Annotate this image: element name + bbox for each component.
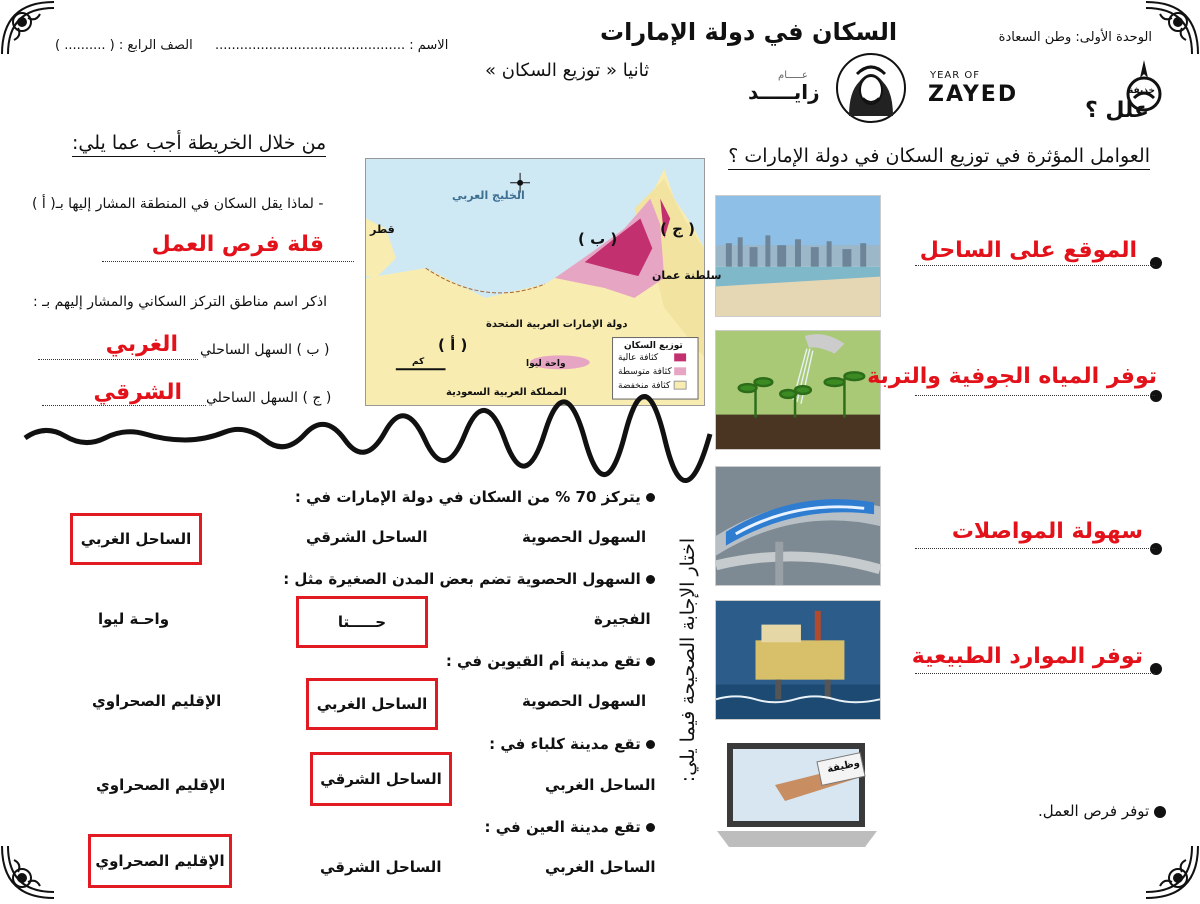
map-b-answer: الغربي (105, 332, 178, 357)
mcq-5-option-1[interactable]: الساحل الغربي (545, 858, 656, 876)
mcq-question-1-text: يتركز 70 % من السكان في دولة الإمارات في : (294, 488, 641, 506)
mcq-4-option-3[interactable]: الإقليم الصحراوي (96, 776, 226, 794)
oil-platform-photo (715, 600, 881, 720)
map-legend-high: كثافة عالية (618, 353, 659, 363)
mcq-4-option-2[interactable]: الساحل الشرقي (310, 752, 452, 806)
map-label-liwa: واحة ليوا (526, 359, 566, 369)
mcq-question-5 (485, 818, 655, 836)
map-label-uae: دولة الإمارات العربية المتحدة (486, 319, 628, 330)
page-title: السكان في دولة الإمارات (600, 18, 898, 46)
school-logo-icon (1118, 58, 1170, 118)
factor-answer-5: توفر فرص العمل. (1037, 802, 1150, 820)
mcq-5-option-2[interactable]: الساحل الشرقي (320, 858, 442, 876)
map-q1: - لماذا يقل السكان في المنطقة المشار إليها بـ( أ ) (32, 196, 324, 212)
mcq-question-2 (283, 570, 655, 588)
mcq-1-option-3[interactable]: الساحل الغربي (70, 513, 202, 565)
zayed-ar-label: زايـــــد (748, 80, 820, 104)
map-label-oman: سلطنة عمان (652, 269, 722, 282)
factor-answer-4: توفر الموارد الطبيعية (911, 644, 1143, 669)
map-label-gulf: الخليج العربي (452, 189, 525, 202)
coast-photo (715, 195, 881, 317)
map-c-answer-line (42, 380, 206, 406)
map-label-qatar: قطر (370, 223, 395, 236)
mcq-question-4-text: تقع مدينة كلباء في : (489, 735, 641, 753)
map-b-line: ( ب ) السهل الساحلي (200, 342, 330, 358)
map-c-answer: الشرقي (93, 380, 182, 405)
mcq-2-option-2[interactable]: حـــــتا (296, 596, 428, 648)
year-of-label: YEAR OF (930, 70, 981, 81)
map-c-line: ( ج ) السهل الساحلي (206, 390, 332, 406)
job-card-text: وظيفة (826, 757, 861, 776)
grade-field: الصف الرابع : ( .......... ) (55, 38, 193, 53)
mcq-2-option-1[interactable]: الفجيرة (594, 610, 651, 628)
map-label-scale: كم (412, 357, 425, 367)
mcq-1-option-1[interactable]: السهول الحصوية (522, 528, 647, 546)
map-q2: اذكر اسم مناطق التركز السكاني والمشار إليهم بـ : (33, 294, 327, 310)
logo-text: خذيفة (1128, 86, 1155, 96)
map-marker-c: ( ج ) (660, 220, 695, 238)
map-heading: من خلال الخريطة أجب عما يلي: (72, 132, 326, 157)
factor-answer-line-2 (867, 364, 1157, 396)
factor-answer-1: الموقع على الساحل (919, 238, 1137, 263)
map-marker-a: ( أ ) (438, 336, 468, 354)
mcq-1-option-2[interactable]: الساحل الشرقي (306, 528, 428, 546)
map-legend-title: توزيع السكان (624, 341, 683, 351)
name-field: الاسم : .............................................. (215, 38, 449, 53)
job-laptop-photo (715, 735, 881, 855)
mcq-3-option-3[interactable]: الإقليم الصحراوي (92, 692, 222, 710)
map-legend-low: كثافة منخفضة (618, 381, 671, 391)
factor-answer-line-1 (915, 238, 1155, 266)
map-marker-b: ( ب ) (578, 230, 618, 248)
corner-ornament-top-left (0, 0, 56, 56)
map-b-answer-line (38, 332, 198, 360)
mcq-3-option-2[interactable]: الساحل الغربي (306, 678, 438, 730)
map-legend-mid: كثافة متوسطة (618, 367, 672, 377)
mcq-4-option-1[interactable]: الساحل الغربي (545, 776, 656, 794)
page-subtitle: ثانيا « توزيع السكان » (485, 60, 650, 81)
mcq-2-option-3[interactable]: واحـة ليوا (98, 610, 170, 628)
metro-photo (715, 466, 881, 586)
corner-ornament-bottom-right (1144, 844, 1200, 900)
factor-answer-line-4 (911, 644, 1155, 674)
factor-answer-line-3 (915, 519, 1155, 549)
mcq-side-title: اختار الإجابة الصحيحة فيما يلي: (677, 537, 699, 783)
corner-ornament-top-right (1144, 0, 1200, 56)
mcq-5-option-3[interactable]: الإقليم الصحراوي (88, 834, 232, 888)
map-label-saudi: المملكة العربية السعودية (446, 387, 567, 398)
wavy-divider (25, 418, 710, 452)
mcq-question-3-text: تقع مدينة أم القيوين في : (445, 652, 641, 670)
mcq-side-title-wrap (668, 470, 708, 850)
factor-item-5 (1038, 802, 1166, 820)
uae-population-map (365, 158, 722, 406)
factor-answer-2: توفر المياه الجوفية والتربة (867, 364, 1157, 389)
mcq-question-2-text: السهول الحصوية تضم بعض المدن الصغيرة مثل : (283, 570, 641, 588)
unit-label: الوحدة الأولى: وطن السعادة (998, 30, 1152, 45)
why-label: علل ؟ (1085, 98, 1150, 123)
map-q1-answer: قلة فرص العمل (151, 232, 324, 257)
mcq-question-1 (295, 488, 655, 506)
zayed-label: ZAYED (928, 82, 1019, 107)
mcq-question-4 (489, 735, 655, 753)
mcq-3-option-1[interactable]: السهول الحصوية (522, 692, 647, 710)
plant-watering-photo (715, 330, 881, 450)
mcq-question-5-text: تقع مدينة العين في : (484, 818, 641, 836)
zayed-portrait-icon (835, 52, 907, 124)
factor-answer-3: سهولة المواصلات (951, 519, 1143, 544)
factors-heading: العوامل المؤثرة في توزيع السكان في دولة الإمارات ؟ (728, 145, 1150, 170)
corner-ornament-bottom-left (0, 844, 56, 900)
mcq-question-3 (446, 652, 655, 670)
map-q1-answer-line (102, 232, 354, 262)
zayed-year-ar-small: عـــــام (778, 70, 808, 81)
